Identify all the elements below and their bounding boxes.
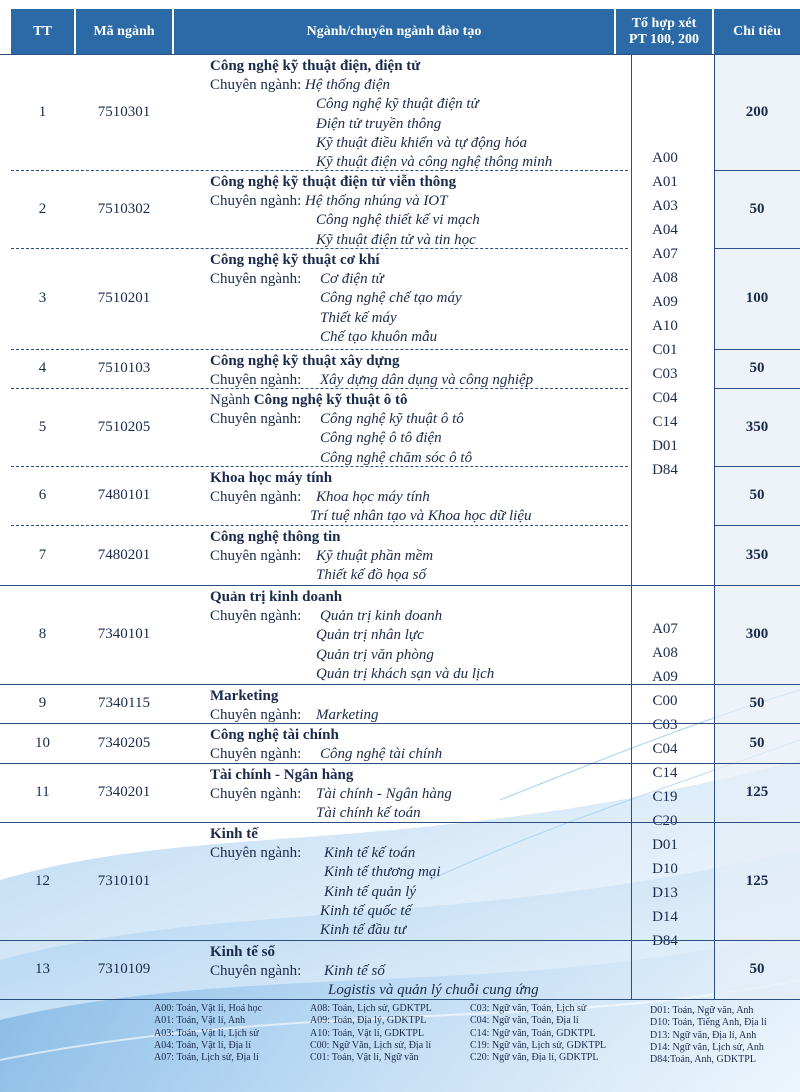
major-title xyxy=(210,687,278,705)
specialization-item: Kinh tế quốc tế xyxy=(320,902,412,919)
major-code: 7310109 xyxy=(97,961,151,977)
legend-entry: A01: Toán, Vật lí, Anh xyxy=(154,1015,246,1027)
combination-code: D01 xyxy=(652,438,678,454)
row-number: 5 xyxy=(38,418,47,435)
row-separator xyxy=(0,822,800,823)
legend-entry: C14: Ngữ văn, Toán, GDKTPL xyxy=(470,1027,596,1039)
quota-value: 100 xyxy=(745,290,769,306)
major-title xyxy=(210,173,456,191)
combination-code: A00 xyxy=(652,150,678,166)
specialization-item: Thiết kế đồ họa số xyxy=(316,567,426,584)
legend-entry: A08: Toán, Lịch sử, GDKTPL xyxy=(310,1003,432,1014)
combination-code: A01 xyxy=(652,174,678,190)
legend-entry: C01: Toán, Vật lí, Ngữ văn xyxy=(310,1052,419,1064)
specialization-item: Công nghệ tài chính xyxy=(320,746,443,762)
specialization-item: Chế tạo khuôn mẫu xyxy=(320,328,438,345)
header-tt: TT xyxy=(11,9,74,54)
combination-group-engineering xyxy=(636,146,694,482)
header-combination: Tổ hợp xét PT 100, 200 xyxy=(616,9,712,54)
specialization-item: Marketing xyxy=(316,707,379,723)
specialization-item: Điện tử truyền thông xyxy=(316,115,442,132)
major-code: 7480101 xyxy=(97,487,151,503)
legend-entry: C04: Ngữ văn, Toán, Địa lí xyxy=(470,1015,579,1027)
combination-code: C04 xyxy=(652,390,678,406)
legend-entry: C19: Ngữ văn, Lịch sử, GDKTPL xyxy=(470,1039,607,1051)
header-major: Ngành/chuyên ngành đào tạo xyxy=(174,9,614,54)
major-title xyxy=(210,766,353,784)
combination-code: D10 xyxy=(652,861,678,877)
legend-entry: A10: Toán, Vật lí, GDKTPL xyxy=(310,1027,424,1039)
legend-column-3 xyxy=(470,1003,606,1064)
row-separator xyxy=(714,248,800,249)
specialization-item: Kỹ thuật phần mềm xyxy=(316,548,434,564)
row-number: 3 xyxy=(38,290,47,306)
specialization-item: Trí tuệ nhân tạo và Khoa học dữ liệu xyxy=(310,508,532,525)
specialization-item: Kinh tế thương mại xyxy=(324,864,441,881)
legend-entry: C03: Ngữ văn, Toán, Lịch sử xyxy=(470,1003,587,1014)
major-code: 7510205 xyxy=(97,418,151,435)
row-separator-dashed xyxy=(11,170,628,171)
specialization-item: Kinh tế đầu tư xyxy=(320,922,407,939)
major-code: 7480201 xyxy=(97,546,151,563)
specialization-item: Công nghệ chăm sóc ô tô xyxy=(320,449,473,466)
legend-entry: D01: Toán, Ngữ văn, Anh xyxy=(650,1005,754,1016)
combination-group-business xyxy=(636,617,694,953)
row-number: 13 xyxy=(35,961,50,977)
row-number: 8 xyxy=(38,626,47,642)
row-number: 6 xyxy=(38,487,47,503)
row-number: 9 xyxy=(38,695,47,711)
row-number: 7 xyxy=(38,546,47,563)
specialization-item: Công nghệ kỹ thuật ô tô xyxy=(320,411,464,427)
row-separator xyxy=(0,999,800,1000)
quota-value: 50 xyxy=(749,734,765,751)
specialization-item: Công nghệ kỹ thuật điện tử xyxy=(316,96,479,113)
combination-code: A03 xyxy=(652,198,678,214)
combination-code: A04 xyxy=(652,222,678,238)
combination-code: C14 xyxy=(652,414,678,430)
major-code: 7340205 xyxy=(97,734,151,751)
specialization-label: Chuyên ngành: xyxy=(210,271,302,287)
legend-entry: A09: Toán, Địa lý, GDKTPL xyxy=(310,1015,427,1027)
specialization-label: Chuyên ngành: xyxy=(210,548,302,564)
specialization-item: Kinh tế quản lý xyxy=(324,883,417,900)
major-title xyxy=(210,57,420,75)
quota-value: 50 xyxy=(749,695,765,711)
specialization-item: Quản trị khách sạn và du lịch xyxy=(316,665,495,682)
specialization-item: Công nghệ chế tạo máy xyxy=(320,290,462,307)
specialization-item: Kinh tế kế toán xyxy=(324,845,416,861)
combination-code: A10 xyxy=(652,318,678,334)
combination-code: C03 xyxy=(652,717,678,733)
combination-code: D84 xyxy=(652,462,678,478)
specialization-item: Công nghệ ô tô điện xyxy=(320,430,442,447)
row-separator xyxy=(714,525,800,526)
major-title-prefix: Ngành xyxy=(210,392,254,408)
quota-value: 50 xyxy=(749,360,765,376)
quota-value: 350 xyxy=(745,418,769,435)
combination-code: C20 xyxy=(652,813,678,829)
row-separator-dashed xyxy=(11,466,628,467)
column-divider xyxy=(714,54,715,999)
specialization-item: Quản trị kinh doanh xyxy=(320,608,443,624)
major-title xyxy=(210,528,340,546)
row-separator-dashed xyxy=(11,388,628,389)
major-title xyxy=(210,251,380,269)
legend-entry: D13: Ngữ văn, Địa lí, Anh xyxy=(650,1029,757,1041)
major-code: 7340201 xyxy=(97,784,151,800)
row-separator xyxy=(714,170,800,171)
specialization-item: Công nghệ thiết kế vi mạch xyxy=(316,212,480,229)
major-title xyxy=(210,391,408,409)
quota-value: 125 xyxy=(745,872,769,889)
legend-column-1 xyxy=(154,1003,262,1064)
row-separator xyxy=(0,723,800,724)
row-separator-dashed xyxy=(11,248,628,249)
specialization-label: Chuyên ngành: xyxy=(210,608,302,624)
legend-entry: A03: Toán, Vật lí, Lịch sử xyxy=(154,1027,259,1039)
specialization-item: Tài chính kế toán xyxy=(316,805,421,822)
specialization-label: Chuyên ngành: xyxy=(210,746,302,762)
combination-code: C01 xyxy=(652,342,678,358)
combination-code: D84 xyxy=(652,933,678,949)
specialization-label: Chuyên ngành: xyxy=(210,707,302,723)
quota-value: 50 xyxy=(749,200,765,217)
row-separator xyxy=(0,684,800,685)
specialization-item: Logistis và quản lý chuỗi cung ứng xyxy=(328,982,539,999)
row-separator xyxy=(0,585,800,586)
major-title-text: Công nghệ kỹ thuật ô tô xyxy=(253,392,408,408)
combination-code: D14 xyxy=(652,909,678,925)
legend-column-2 xyxy=(310,1003,432,1064)
major-title-text: Công nghệ thông tin xyxy=(210,529,341,545)
row-number: 12 xyxy=(35,872,50,889)
combination-code: A07 xyxy=(652,246,678,262)
major-title xyxy=(210,352,399,370)
specialization-item: Tài chính - Ngân hàng xyxy=(316,786,452,802)
major-code: 7310101 xyxy=(97,872,151,889)
major-title xyxy=(210,469,332,487)
major-title-text: Công nghệ kỹ thuật xây dựng xyxy=(210,353,400,369)
specialization-item: Quản trị văn phòng xyxy=(316,646,434,663)
combination-code: A07 xyxy=(652,621,678,637)
combination-code: C03 xyxy=(652,366,678,382)
combination-code: C04 xyxy=(652,741,678,757)
specialization-item: Kỹ thuật điện và công nghệ thông minh xyxy=(316,154,553,171)
column-divider xyxy=(631,54,632,999)
row-separator xyxy=(714,466,800,467)
combination-code: C14 xyxy=(652,765,678,781)
row-number: 4 xyxy=(38,360,47,376)
row-separator xyxy=(0,54,800,55)
major-title-text: Công nghệ tài chính xyxy=(210,727,339,743)
legend-entry: D84:Toán, Anh, GDKTPL xyxy=(650,1054,756,1066)
major-code: 7510201 xyxy=(97,290,151,306)
combination-code: A08 xyxy=(652,270,678,286)
specialization-label: Chuyên ngành: xyxy=(210,489,302,505)
quota-value: 125 xyxy=(745,784,769,800)
major-code: 7510103 xyxy=(97,360,151,376)
specialization-item: Kinh tế số xyxy=(324,963,385,979)
major-code: 7340115 xyxy=(98,695,150,711)
specialization-label: Chuyên ngành: xyxy=(210,77,302,93)
combination-code: A09 xyxy=(652,669,678,685)
specialization-label: Chuyên ngành: xyxy=(210,786,302,802)
combination-code: D01 xyxy=(652,837,678,853)
major-title-text: Khoa học máy tính xyxy=(210,470,333,486)
major-block xyxy=(0,525,800,585)
specialization-label: Chuyên ngành: xyxy=(210,845,302,861)
combination-code: C19 xyxy=(652,789,678,805)
legend-entry: D10: Toán, Tiếng Anh, Địa lí xyxy=(650,1017,767,1029)
row-separator xyxy=(0,763,800,764)
major-title-text: Công nghệ kỹ thuật điện, điện tử xyxy=(210,58,421,74)
legend-column-4 xyxy=(650,1005,767,1066)
specialization-item: Kỹ thuật điều khiển và tự động hóa xyxy=(316,134,528,151)
major-title xyxy=(210,825,258,843)
specialization-item: Hệ thống nhúng và IOT xyxy=(305,193,448,209)
specialization-label: Chuyên ngành: xyxy=(210,411,302,427)
legend-entry: C20: Ngữ văn, Địa lí, GDKTPL xyxy=(470,1052,599,1064)
quota-value: 200 xyxy=(745,103,769,120)
legend-entry: C00: Ngữ Văn, Lịch sử, Địa lí xyxy=(310,1039,432,1051)
row-number: 1 xyxy=(38,103,47,120)
major-title xyxy=(210,943,275,961)
specialization-label: Chuyên ngành: xyxy=(210,193,302,209)
row-separator xyxy=(714,388,800,389)
specialization-item: Xây dựng dân dụng và công nghiệp xyxy=(320,372,534,388)
major-title-text: Kinh tế số xyxy=(210,944,276,960)
legend-entry: A07: Toán, Lịch sử, Địa lí xyxy=(154,1052,259,1064)
legend-entry: A00: Toán, Vật lí, Hoá học xyxy=(154,1003,263,1014)
row-number: 2 xyxy=(38,200,47,217)
row-number: 11 xyxy=(35,784,50,800)
major-title-text: Quản trị kinh doanh xyxy=(210,589,343,605)
major-title xyxy=(210,726,339,744)
specialization-label: Chuyên ngành: xyxy=(210,963,302,979)
major-code: 7340101 xyxy=(97,626,151,642)
row-separator-dashed xyxy=(11,349,628,350)
specialization-item: Hệ thống điện xyxy=(305,77,390,93)
specialization-item: Quản trị nhân lực xyxy=(316,627,424,644)
specialization-item: Cơ điện tử xyxy=(320,271,384,287)
legend-entry: D14: Ngữ văn, Lịch sử, Anh xyxy=(650,1041,764,1053)
row-separator xyxy=(0,940,800,941)
header-code: Mã ngành xyxy=(76,9,172,54)
specialization-item: Thiết kế máy xyxy=(320,309,397,326)
major-title-text: Tài chính - Ngân hàng xyxy=(210,767,354,783)
row-separator-dashed xyxy=(11,525,628,526)
major-code: 7510301 xyxy=(97,103,151,120)
combination-code: A09 xyxy=(652,294,678,310)
major-code: 7510302 xyxy=(97,200,151,217)
major-title xyxy=(210,588,342,606)
major-title-text: Công nghệ kỹ thuật cơ khí xyxy=(210,252,380,268)
combination-code: D13 xyxy=(652,885,678,901)
quota-value: 350 xyxy=(745,546,769,563)
major-title-text: Công nghệ kỹ thuật điện tử viễn thông xyxy=(210,174,457,190)
quota-value: 300 xyxy=(745,626,769,642)
row-number: 10 xyxy=(35,734,50,751)
legend-entry: A04: Toán, Vật lí, Địa lí xyxy=(154,1039,251,1051)
specialization-item: Khoa học máy tính xyxy=(316,489,430,505)
combination-code: A08 xyxy=(652,645,678,661)
specialization-item: Kỹ thuật điện tử và tin học xyxy=(316,231,476,248)
quota-value: 50 xyxy=(749,487,765,503)
header-quota: Chỉ tiêu xyxy=(714,9,800,54)
major-title-text: Kinh tế xyxy=(210,826,258,842)
row-separator xyxy=(714,349,800,350)
quota-value: 50 xyxy=(749,961,765,977)
major-title-text: Marketing xyxy=(210,688,279,704)
combination-code: C00 xyxy=(652,693,678,709)
specialization-label: Chuyên ngành: xyxy=(210,372,302,388)
